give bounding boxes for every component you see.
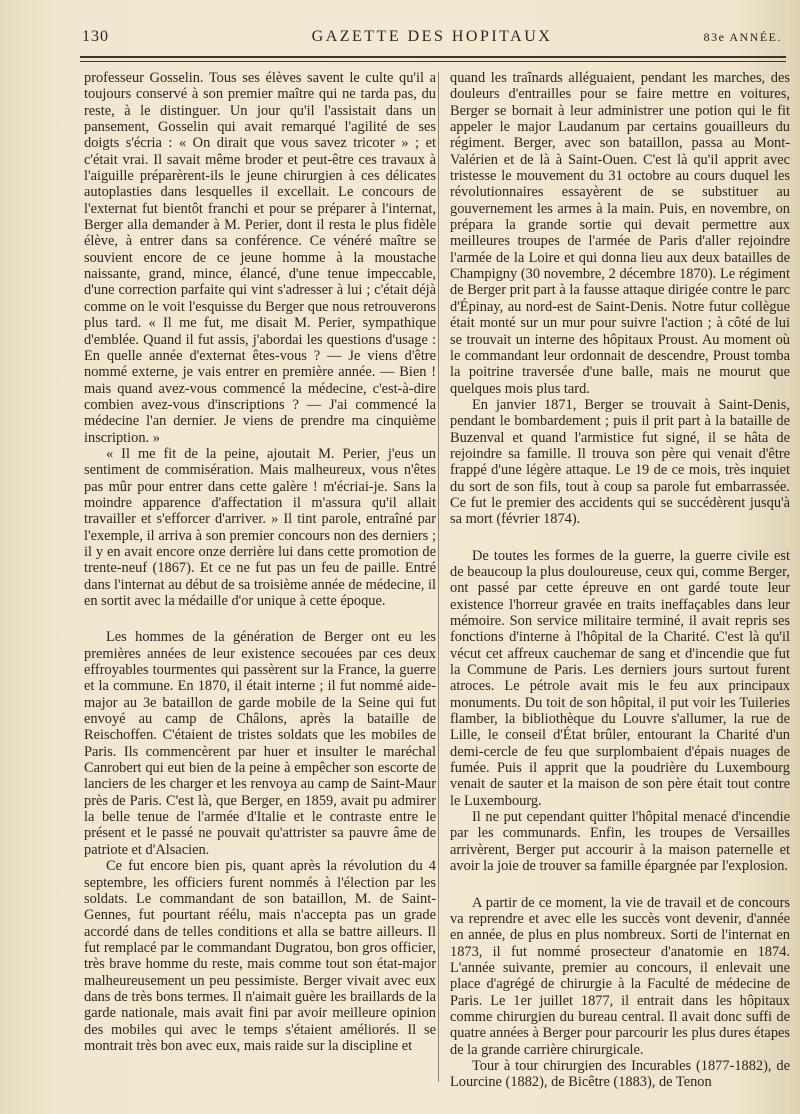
paragraph: Ce fut encore bien pis, quant après la révolution du 4 septembre, les officiers furent nommés à l'élection par les soldats. Le commandant de son bataillon, M. de Saint-Gennes, fut pourtant réélu, mais n'accepta pas un grade accordé dans de telles conditions et alla se battre ailleurs. Il fut remplacé par le commandant Dugratou, bon gros officier, très brave homme du reste, mais comme tout son état-major malheureusement un peu pessimiste. Berger vivait avec eux dans de très bons termes. Il n'aimait guère les braillards de la garde nationale, mais avait fini par avoir meilleure opinion des mobiles qui avec le temps s'étaient améliorés. Il se montrait très bon avec eux, mais raide sur la discipline et (84, 858, 436, 1054)
paragraph: « Il me fit de la peine, ajoutait M. Perier, j'eus un sentiment de commisération. Mais malheureux, vous n'êtes pas mûr pour entrer dans cette galère ! m'écriai-je. Sans la moindre apparence d'affectation il m'assura qu'il allait travailler et s'efforcer d'arriver. » Il tint parole, entraîné par l'exemple, il arriva à son premier concours non des derniers ; il y en avait encore onze derrière lui dans cette promotion de trente-neuf (1867). Et ce ne fut pas un feu de paille. Entré dans l'internat au début de sa troisième année de médecine, il en sortit avec la médaille d'or unique à cette époque. (84, 445, 436, 609)
journal-title: GAZETTE DES HOPITAUX (311, 28, 553, 45)
left-column (84, 70, 436, 1054)
paragraph: professeur Gosselin. Tous ses élèves savent le culte qu'il a toujours conservé à son premier maître qui ne tarda pas, du reste, à le distinguer. Un jour qu'il l'assistait dans un pansement, Gosselin qui avait remarqué l'agilité de ses doigts s'écria : « On dirait que vous savez tricoter » ; et c'était vrai. Il savait même broder et peut-être ces travaux à l'aiguille préparèrent-ils le jeune chirurgien à ces délicates autoplasties dans lesquelles il excellait. Le concours de l'externat fut bientôt franchi et pour se préparer à l'internat, Berger alla demander à M. Perier, dont il resta le plus fidèle élève, à entrer dans sa conférence. Ce vénéré maître se souvient encore de ce jeune homme à la moustache naissante, grand, mince, élancé, d'une tenue impeccable, d'une correction parfaite qui vint s'adresser à lui ; c'était déjà comme on le voit l'esquisse du Berger que nous retrouverons plus tard. « Il me fut, me disait M. Perier, sympathique d'emblée. Quand il fut assis, j'abordai les questions d'usage : En quelle année d'externat êtes-vous ? — Je viens d'être nommé externe, je vais entrer en première année. — Bien ! mais quand avez-vous commencé la médecine, c'est-à-dire combien avez-vous d'inscriptions ? — J'ai commencé la médecine l'an dernier. Je viens de prendre ma cinquième inscription. » (84, 70, 436, 446)
paragraph: Tour à tour chirurgien des Incurables (1877-1882), de Lourcine (1882), de Bicêtre (1883), de Tenon (450, 1057, 790, 1091)
header-rule-thick (80, 56, 786, 58)
paragraph: A partir de ce moment, la vie de travail et de concours va reprendre et avec elle les succès vont devenir, d'année en année, de plus en plus nombreux. Sorti de l'internat en 1873, il fut nommé prosecteur d'anatomie en 1874. L'année suivante, premier au concours, il enlevait une place d'agrégé de chirurgie à la Faculté de médecine de Paris. Le 1er juillet 1877, il entrait dans les hôpitaux comme chirurgien du bureau central. Il avait donc suffi de quatre années à Berger pour parcourir les plus dures étapes de la grande carrière chirurgicale. (450, 894, 790, 1058)
paragraph: En janvier 1871, Berger se trouvait à Saint-Denis, pendant le bombardement ; puis il prit part à la bataille de Buzenval et quand l'armistice fut signé, il se hâta de rejoindre sa famille. Il trouva son père qui venait d'être frappé d'une légère attaque. Le 19 de ce mois, très inquiet du sort de son fils, tout à coup sa parole fut embarrassée. Ce fut le premier des accidents qui se succédèrent jusqu'à sa mort (février 1874). (450, 396, 790, 528)
paragraph: Les hommes de la génération de Berger ont eu les premières années de leur existence secouées par ces deux effroyables tourmentes qui passèrent sur la France, la guerre et la commune. En 1870, il était interne ; il fut nommé aide-major au 3e bataillon de garde mobile de la Seine qui fut envoyé au camp de Châlons, après la bataille de Reischoffen. C'étaient de tristes soldats que les mobiles de Paris. Ils commencèrent par huer et insulter le maréchal Canrobert qui eut bien de la peine à empêcher son escorte de lanciers de les charger et les renvoya au camp de Saint-Maur près de Paris. C'est là, que Berger, en 1859, avait pu admirer la belle tenue de l'armée d'Italie et le contraste entre le présent et le passé ne pouvait qu'attrister sa pauvre âme de patriote et d'Alsacien. (84, 629, 436, 858)
column-divider (438, 72, 439, 1082)
paragraph: Il ne put cependant quitter l'hôpital menacé d'incendie par les communards. Enfin, les troupes de Versailles arrivèrent, Berger put accourir à la maison paternelle et avoir la joie de trouver sa famille épargnée par l'explosion. (450, 809, 790, 875)
page-number: 130 (82, 28, 109, 45)
right-column (450, 70, 790, 1091)
paragraph: quand les traînards alléguaient, pendant les marches, des douleurs d'entrailles pour se faire mettre en voitures, Berger se bornait à leur administrer une potion qui le fit appeler le major Laudanum par certains gouailleurs du régiment. Berger, avec son bataillon, passa au Mont-Valérien et de là à Saint-Ouen. C'est là qu'il apprit avec tristesse le mouvement du 31 octobre au cours duquel les révolutionnaires essayèrent de se substituer au gouvernement les armes à la main. Puis, en novembre, on prépara la grande sortie qui devait permettre aux meilleures troupes de l'armée de Paris d'aller rejoindre l'armée de la Loire et qui donna lieu aux deux batailles de Champigny (30 novembre, 2 décembre 1870). Le régiment de Berger prit part à la fausse attaque dirigée contre le parc d'Épinay, au nord-est de Saint-Denis. Notre futur collègue était monté sur un mur pour suivre l'action ; à côté de lui se trouvait un interne des hôpitaux Proust. Au moment où le commandant leur ordonnait de descendre, Proust tomba la poitrine traversée d'une balle, mais ne mourut que quelques mois plus tard. (450, 70, 790, 397)
year-label: 83e ANNÉE. (703, 30, 782, 44)
header-rule-thin (80, 61, 786, 62)
page-header (82, 28, 782, 50)
paragraph: De toutes les formes de la guerre, la guerre civile est de beaucoup la plus douloureuse, ceux qui, comme Berger, ont passé par cette épreuve en ont gardé toute leur existence l'horreur gravée en traits ineffaçables dans leur mémoire. Son service militaire terminé, il avait repris ses fonctions d'interne à l'hôpital de la Charité. C'est là qu'il vécut cet affreux cauchemar de sang et d'incendie que fut la Commune de Paris. Les derniers jours surtout furent atroces. Le pétrole avait mis le feu aux principaux monuments. Du toit de son hôpital, il put voir les Tuileries flamber, la bibliothèque du Louvre s'allumer, la rue de Lille, le conseil d'État brûler, entourant la Charité d'un demi-cercle de feu que surplombaient d'épais nuages de fumée. Puis il apprit que la poudrière du Luxembourg venait de sauter et la maison de son père était tout contre le Luxembourg. (450, 547, 790, 809)
